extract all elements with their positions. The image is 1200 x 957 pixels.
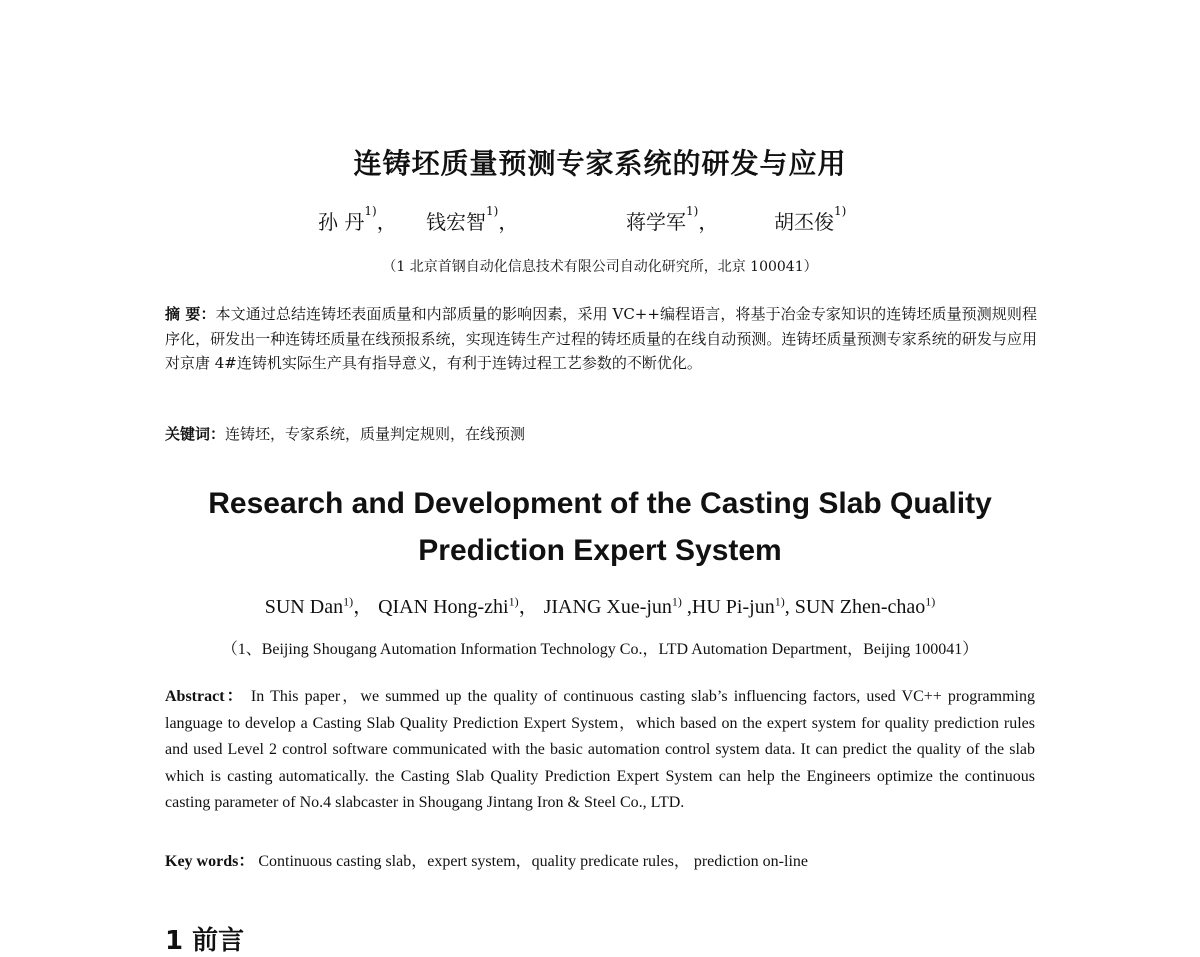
english-title-line-2: Prediction Expert System <box>418 534 782 567</box>
chinese-affiliation: （1 北京首钢自动化信息技术有限公司自动化研究所，北京 100041） <box>382 259 818 275</box>
chinese-author: 胡丕俊$^{1)}$ <box>774 204 847 234</box>
english-keywords-label: Key words： <box>165 853 255 870</box>
english-author: JIANG Xue-jun$^{1)}$ , <box>543 594 692 618</box>
section-heading: 1 前言 <box>165 926 245 956</box>
chinese-keywords-label: 关键词： <box>165 425 226 443</box>
chinese-keywords <box>165 423 1037 444</box>
chinese-author: 孙 丹$^{1)}$， <box>318 204 397 234</box>
english-abstract-label: Abstract： <box>165 688 245 705</box>
chinese-title: 连铸坯质量预测专家系统的研发与应用 <box>353 147 847 180</box>
english-authors <box>0 590 1200 619</box>
english-title <box>0 480 1200 574</box>
english-keywords <box>165 848 1035 871</box>
english-title-line-1: Research and Development of the Casting Slab Quality <box>208 487 992 520</box>
english-abstract-text: In This paper，we summed up the quality of continuous casting slab’s influencing factors, used VC++ programming language to develop a Casting Slab Quality Prediction Expert System，which based on the expert system for quality prediction rules and used Level 2 control software communicated with the basic automation control system data. It can predict the quality of the slab which is casting automatically. the Casting Slab Quality Prediction Expert System can help the Engineers optimize the continuous casting parameter of No.4 slabcaster in Shougang Jintang Iron & Steel Co., LTD. <box>165 688 1035 812</box>
chinese-author: 钱宏智$^{1)}$， <box>426 204 519 234</box>
chinese-abstract <box>165 302 1037 376</box>
chinese-author: 蒋学军$^{1)}$， <box>626 204 719 234</box>
english-abstract <box>165 684 1035 817</box>
english-author: QIAN Hong-zhi$^{1)}$， <box>378 594 539 618</box>
chinese-abstract-label: 摘 要： <box>165 305 216 323</box>
english-author: SUN Dan$^{1)}$， <box>264 594 374 618</box>
english-affiliation: （1、Beijing Shougang Automation Information Technology Co.，LTD Automation Department，Beijing 100041） <box>221 641 979 658</box>
english-keywords-text: Continuous casting slab，expert system，quality predicate rules， prediction on-line <box>258 853 809 870</box>
english-author: SUN Zhen-chao$^{1)}$ <box>794 594 936 618</box>
english-author: HU Pi-jun$^{1)}$, <box>691 594 795 618</box>
chinese-keywords-text: 连铸坯，专家系统，质量判定规则，在线预测 <box>225 425 526 443</box>
chinese-abstract-text: 本文通过总结连铸坯表面质量和内部质量的影响因素，采用 VC++编程语言，将基于冶金专家知识的连铸坯质量预测规则程序化，研发出一种连铸坯质量在线预报系统，实现连铸生产过程的铸坯质量的在线自动预测。连铸坯质量预测专家系统的研发与应用对京唐 4#连铸机实际生产具有指导意义，有利于连铸过程工艺参数的不断优化。 <box>165 305 1037 372</box>
